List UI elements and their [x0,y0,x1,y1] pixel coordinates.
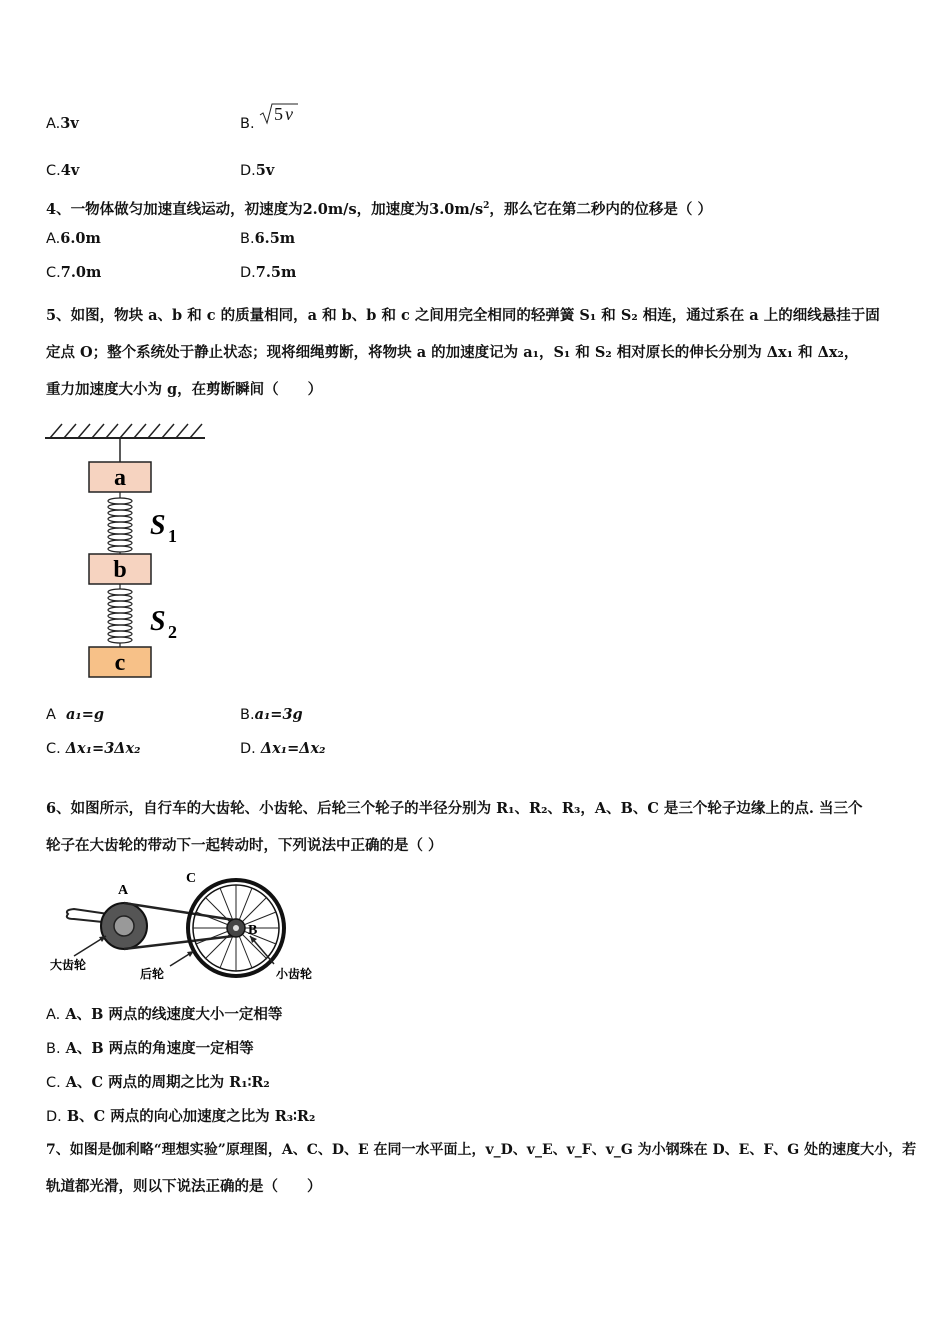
q7-stem-line2: 轨道都光滑，则以下说法正确的是（ ） [46,1178,322,1195]
q4-option-d: D.7.5m [240,264,297,281]
q5-option-d: D. Δx₁=Δx₂ [240,740,326,757]
spring-s1-sub: 1 [168,526,177,546]
block-c-label: c [114,650,126,676]
q3-option-b: B. 5 v [240,115,255,132]
q6-option-a: A. A、B 两点的线速度大小一定相等 [46,1006,283,1023]
block-a-label: a [114,465,126,491]
label-big-gear: 大齿轮 [50,958,87,972]
q6-bicycle-figure [44,866,334,986]
q4-stem: 4、一物体做匀加速直线运动，初速度为2.0m/s，加速度为$3.0m/s^2$，那么它在第二秒内的位移是（ ） [46,200,712,218]
q4-option-a: A.6.0m [46,230,101,247]
spring-s1-label: S [150,510,166,541]
q3-option-c: C.4v [46,162,80,179]
q6-option-d: D. B、C 两点的向心加速度之比为 R₃∶R₂ [46,1108,316,1125]
q6-option-c: C. A、C 两点的周期之比为 R₁∶R₂ [46,1074,270,1091]
spring-s1 [108,492,132,554]
q5-stem-line2: 定点 O；整个系统处于静止状态；现将细绳剪断，将物块 a 的加速度记为 a₁，S₁ 和 S₂ 相对原长的伸长分别为 Δx₁ 和 Δx₂， [46,344,859,361]
q5-spring-figure [40,418,210,688]
point-a-label: A [118,883,129,898]
q5-stem-line1: 5、如图，物块 a、b 和 c 的质量相同，a 和 b、b 和 c 之间用完全相同的轻弹簧 S₁ 和 S₂ 相连，通过系在 a 上的细线悬挂于固 [46,307,880,324]
q5-option-c: C. Δx₁=3Δx₂ [46,740,141,757]
q3-option-a: A.3v [46,115,79,132]
q6-stem-line1: 6、如图所示，自行车的大齿轮、小齿轮、后轮三个轮子的半径分别为 R₁、R₂、R₃，A、B、C 是三个轮子边缘上的点. 当三个 [46,800,863,817]
label-small-gear: 小齿轮 [276,967,313,981]
q5-option-b: B.a₁=3g [240,706,303,723]
q5-option-a: A a₁=g [46,706,105,723]
q3-option-d: D.5v [240,162,275,179]
point-c-label: C [186,871,197,886]
ceiling-hatch [50,424,202,438]
q6-option-b: B. A、B 两点的角速度一定相等 [46,1040,254,1057]
point-b-label: B [248,923,258,938]
label-rear-wheel: 后轮 [140,967,165,981]
spring-s2-sub: 2 [168,622,177,642]
q4-option-c: C.7.0m [46,264,102,281]
q5-stem-line3: 重力加速度大小为 g，在剪断瞬间（ ） [46,381,323,398]
block-b-label: b [113,557,127,583]
q7-stem-line1: 7、如图是伽利略“理想实验”原理图，A、C、D、E 在同一水平面上，v_D、v_E、v_F、v_G 为小钢珠在 D、E、F、G 处的速度大小，若 [46,1142,917,1158]
q6-stem-line2: 轮子在大齿轮的带动下一起转动时，下列说法中正确的是（ ） [46,837,443,854]
spring-s2-label: S [150,606,166,637]
spring-s2 [108,584,132,647]
q4-option-b: B.6.5m [240,230,296,247]
